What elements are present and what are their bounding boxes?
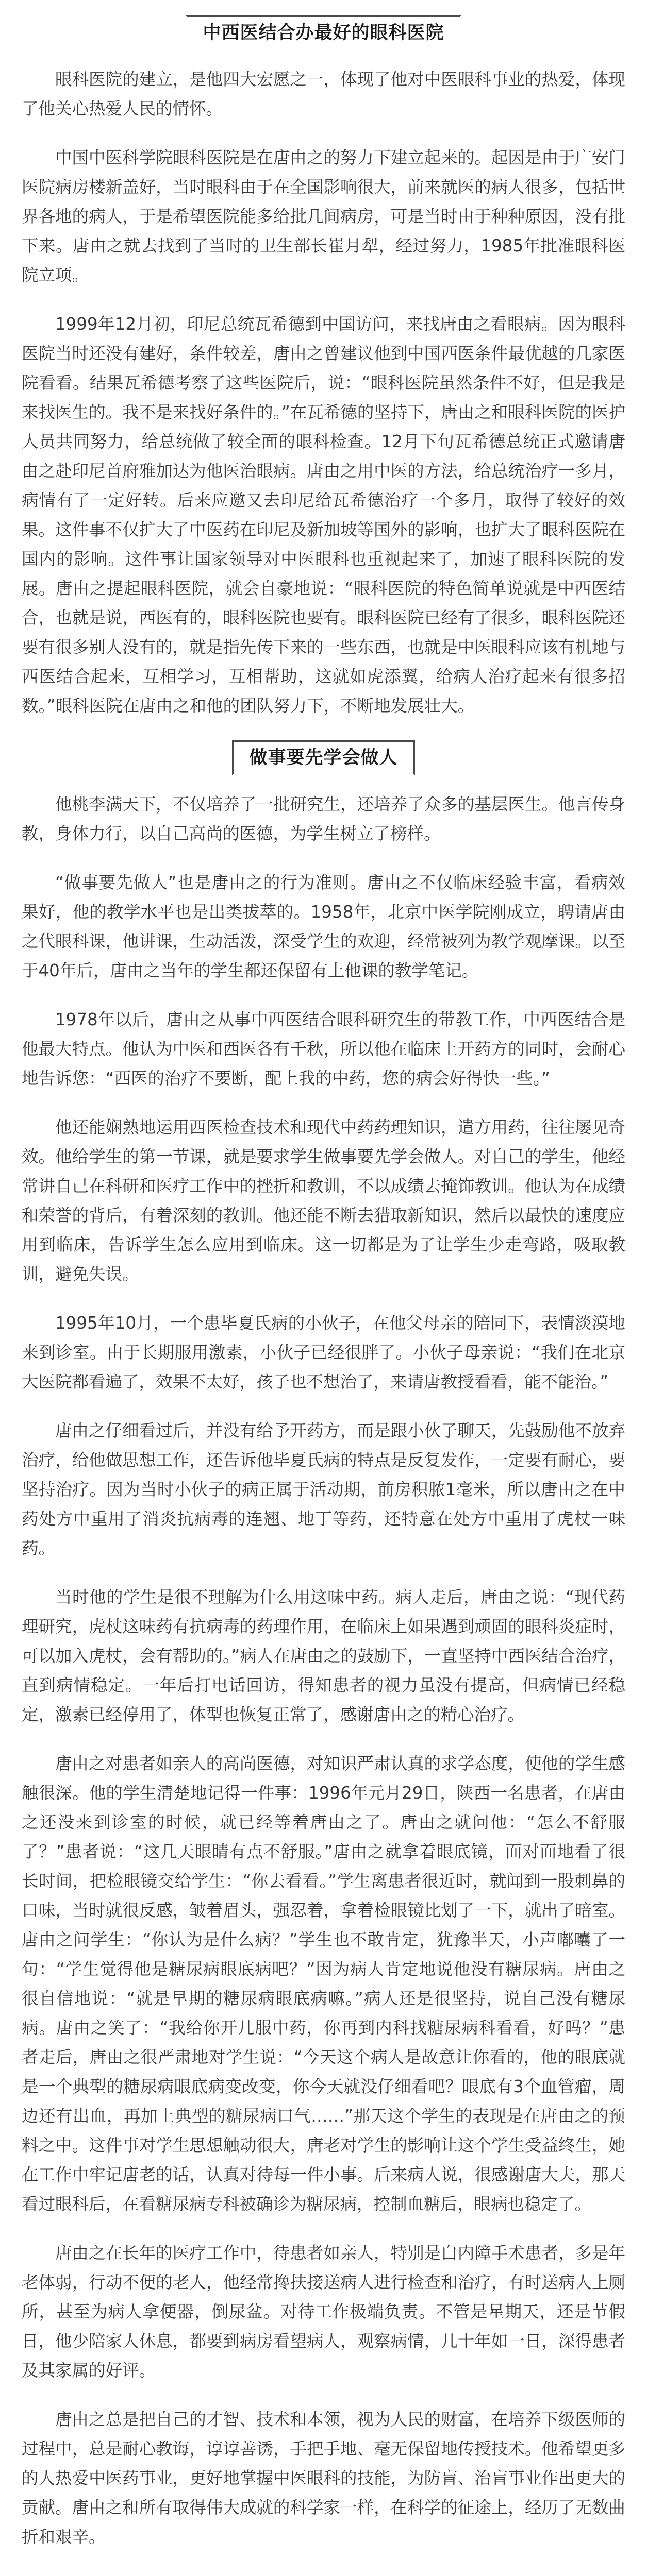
article-paragraph: 唐由之仔细看过后，并没有给予开药方，而是跟小伙子聊天，先鼓励他不放弃治疗，给他做思想工作，还告诉他毕夏氏病的特点是反复发作，一定要有耐心，要坚持治疗。因为当时小伙子的病正属于活动期，前房积脓1毫米，所以唐由之在中药处方中重用了消炎抗病毒的连翘、地丁等药，还特意在处方中重用了虎杖一味药。: [22, 1421, 625, 1558]
article-paragraph: 1978年以后，唐由之从事中西医结合眼科研究生的带教工作，中西医结合是他最大特点。他认为中医和西医各有千秋，所以他在临床上开药方的同时，会耐心地告诉您：“西医的治疗不要断，配上我的中药，您的病会好得快一些。”: [22, 1010, 625, 1088]
article-paragraph: 中国中医科学院眼科医院是在唐由之的努力下建立起来的。起因是由于广安门医院病房楼新盖好，当时眼科由于在全国影响很大，前来就医的病人很多，包括世界各地的病人，于是希望医院能多给批几间病房，可是当时由于种种原因，没有批下来。唐由之就去找到了当时的卫生部长崔月犁，经过努力，1985年批准眼科医院立项。: [22, 148, 625, 285]
article-paragraph: 1999年12月初，印尼总统瓦希德到中国访问，来找唐由之看眼病。因为眼科医院当时还没有建好，条件较差，唐由之曾建议他到中国西医条件最优越的几家医院看看。结果瓦希德考察了这些医院后，说：“眼科医院虽然条件不好，但是我是来找医生的。我不是来找好条件的。”在瓦希德的坚持下，唐由之和眼科医院的医护人员共同努力，给总统做了较全面的眼科检查。12月下旬瓦希德总统正式邀请唐由之赴印尼首府雅加达为他医治眼病。唐由之用中医的方法，给总统治疗一多月，病情有了一定好转。后来应邀又去印尼给瓦希德治疗一个多月，取得了较好的效果。这件事不仅扩大了中医药在印尼及新加坡等国外的影响，也扩大了眼科医院在国内的影响。这件事让国家领导对中医眼科也重视起来了，加速了眼科医院的发展。唐由之提起眼科医院，就会自豪地说：“眼科医院的特色简单说就是中西医结合，也就是说，西医有的，眼科医院也要有。眼科医院已经有了很多，眼科医院还要有很多别人没有的，就是指先传下来的一些东西，也就是中医眼科应该有机地与西医结合起来，互相学习，互相帮助，这就如虎添翼，给病人治疗起来有很多招数。”眼科医院在唐由之和他的团队努力下，不断地发展壮大。: [22, 314, 625, 716]
section-title-hospital: [22, 15, 625, 50]
article-paragraph: 眼科医院的建立，是他四大宏愿之一，体现了他对中医眼科事业的热爱，体现了他关心热爱人民的情怀。: [22, 70, 625, 118]
article-paragraph: 当时他的学生是很不理解为什么用这味中药。病人走后，唐由之说：“现代药理研究，虎杖这味药有抗病毒的药理作用，在临床上如果遇到顽固的眼科炎症时，可以加入虎杖，会有帮助的。”病人在唐由之的鼓励下，一直坚持中西医结合治疗，直到病情稳定。一年后打电话回访，得知患者的视力虽没有提高，但病情已经稳定，激素已经停用了，体型也恢复正常了，感谢唐由之的精心治疗。: [22, 1587, 625, 1724]
section-title-box: 做事要先学会做人: [232, 740, 414, 775]
article-paragraph: 唐由之在长年的医疗工作中，待患者如亲人，特别是白内障手术患者，多是年老体弱，行动不便的老人，他经常搀扶接送病人进行检查和治疗，有时送病人上厕所，甚至为病人拿便器，倒尿盆。对待工作极端负责。不管是星期天，还是节假日，他少陪家人休息，都要到病房看望病人，观察病情，几十年如一日，深得患者及其家属的好评。: [22, 2243, 625, 2380]
article-paragraph: 他桃李满天下，不仅培养了一批研究生，还培养了众多的基层医生。他言传身教，身体力行，以自己高尚的医德，为学生树立了榜样。: [22, 794, 625, 843]
section-title-box: 中西医结合办最好的眼科医院: [186, 15, 461, 50]
section-title-person: [22, 740, 625, 775]
article-paragraph: 他还能娴熟地运用西医检查技术和现代中药药理知识，遣方用药，往往屡见奇效。他给学生的第一节课，就是要求学生做事要先学会做人。对自己的学生，他经常讲自己在科研和医疗工作中的挫折和教训，不以成绩去掩饰教训。他认为在成绩和荣誉的背后，有着深刻的教训。他还能不断去猎取新知识，然后以最快的速度应用到临床，告诉学生怎么应用到临床。这一切都是为了让学生少走弯路，吸取教训，避免失误。: [22, 1117, 625, 1284]
article-last-paragraph: [22, 2571, 625, 2576]
article-paragraph: “做事要先做人”也是唐由之的行为准则。唐由之不仅临床经验丰富，看病效果好，他的教学水平也是出类拔萃的。1958年，北京中医学院刚成立，聘请唐由之代眼科课，他讲课，生动活泼，深受学生的欢迎，经常被列为教学观摩课。以至于40年后，唐由之当年的学生都还保留有上他课的教学笔记。: [22, 873, 625, 980]
article-paragraph: 唐由之对患者如亲人的高尚医德，对知识严肃认真的求学态度，使他的学生感触很深。他的学生清楚地记得一件事：1996年元月29日，陕西一名患者，在唐由之还没来到诊室的时候，就已经等着唐由之了。唐由之就问他：“怎么不舒服了？”患者说：“这几天眼睛有点不舒服。”唐由之就拿着眼底镜，面对面地看了很长时间，把检眼镜交给学生：“你去看看。”学生离患者很近时，就闻到一股刺鼻的口味，当时就很反感，皱着眉头，强忍着，拿着检眼镜比划了一下，就出了暗室。唐由之问学生：“你认为是什么病？”学生也不敢肯定，犹豫半天，小声嘟囔了一句：“学生觉得他是糖尿病眼底病吧？”因为病人肯定地说他没有糖尿病。唐由之很自信地说：“就是早期的糖尿病眼底病嘛。”病人还是很坚持，说自己没有糖尿病。唐由之笑了：“我给你开几服中药，你再到内科找糖尿病科看看，好吗？”患者走后，唐由之很严肃地对学生说：“今天这个病人是故意让你看的，他的眼底就是一个典型的糖尿病眼底病变改变，你今天就没仔细看吧？眼底有3个血管瘤，周边还有出血，再加上典型的糖尿病口气……”那天这个学生的表现是在唐由之的预料之中。这件事对学生思想触动很大，唐老对学生的影响让这个学生受益终生，她在工作中牢记唐老的话，认真对待每一件小事。后来病人说，很感谢唐大夫，那天看过眼科后，在看糖尿病专科被确诊为糖尿病，控制血糖后，眼病也稳定了。: [22, 1754, 625, 2214]
article-paragraph: 唐由之总是把自己的才智、技术和本领，视为人民的财富，在培养下级医师的过程中，总是耐心教诲，谆谆善诱，手把手地、毫无保留地传授技术。他希望更多的人热爱中医药事业，更好地掌握中医眼科的技能，为防盲、治盲事业作出更大的贡献。唐由之和所有取得伟大成就的科学家一样，在科学的征途上，经历了无数曲折和艰辛。: [22, 2410, 625, 2547]
article-paragraph: 1995年10月，一个患毕夏氏病的小伙子，在他父母亲的陪同下，表情淡漠地来到诊室。由于长期服用激素，小伙子已经很胖了。小伙子母亲说：“我们在北京大医院都看遍了，效果不太好，孩子也不想治了，来请唐教授看看，能不能治。”: [22, 1313, 625, 1392]
